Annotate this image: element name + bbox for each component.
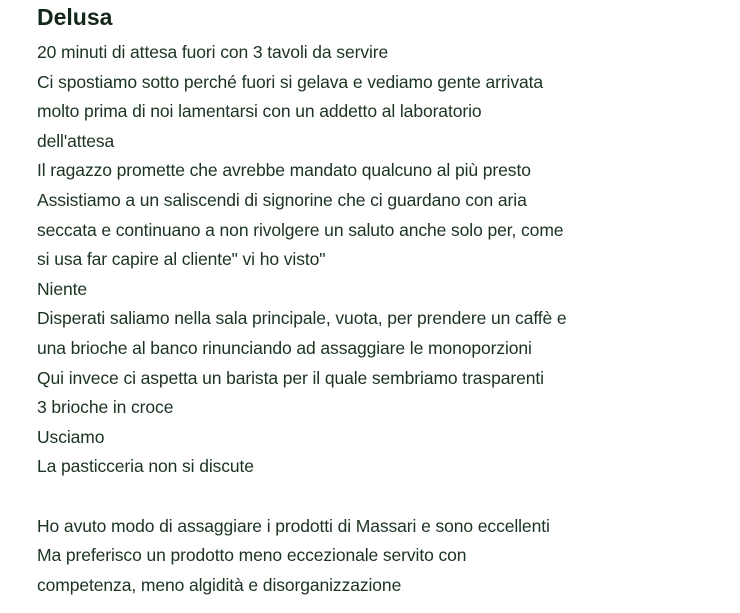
review-line: Niente <box>37 278 87 299</box>
review-line: seccata e continuano a non rivolgere un saluto anche solo per, come <box>37 219 564 240</box>
review-line: 20 minuti di attesa fuori con 3 tavoli da servire <box>37 42 389 62</box>
review-line: competenza, meno algidità e disorganizzazione <box>37 574 402 595</box>
review-body <box>37 38 567 600</box>
review-line: Ci spostiamo sotto perché fuori si gelava e vediamo gente arrivata <box>37 71 544 92</box>
review-line: Usciamo <box>37 426 105 447</box>
review-line: Ho avuto modo di assaggiare i prodotti di Massari e sono eccellenti <box>37 515 550 536</box>
review-line: Il ragazzo promette che avrebbe mandato qualcuno al più presto <box>37 160 531 181</box>
blank-line <box>37 482 567 512</box>
review-line: Qui invece ci aspetta un barista per il quale sembriamo trasparenti <box>37 367 544 388</box>
review-line: 3 brioche in croce <box>37 397 174 418</box>
review-line: Ma preferisco un prodotto meno eccezionale servito con <box>37 545 467 566</box>
review-line: La pasticceria non si discute <box>37 456 254 477</box>
review-line: molto prima di noi lamentarsi con un addetto al laboratorio <box>37 101 482 122</box>
review <box>37 0 567 600</box>
review-line: si usa far capire al cliente" vi ho visto" <box>37 249 326 270</box>
review-title: Delusa <box>37 4 113 30</box>
review-line: una brioche al banco rinunciando ad assaggiare le monoporzioni <box>37 337 532 358</box>
review-line: Disperati saliamo nella sala principale, vuota, per prendere un caffè e <box>37 308 567 329</box>
review-line: Assistiamo a un saliscendi di signorine che ci guardano con aria <box>37 189 527 210</box>
review-line: dell'attesa <box>37 130 115 151</box>
